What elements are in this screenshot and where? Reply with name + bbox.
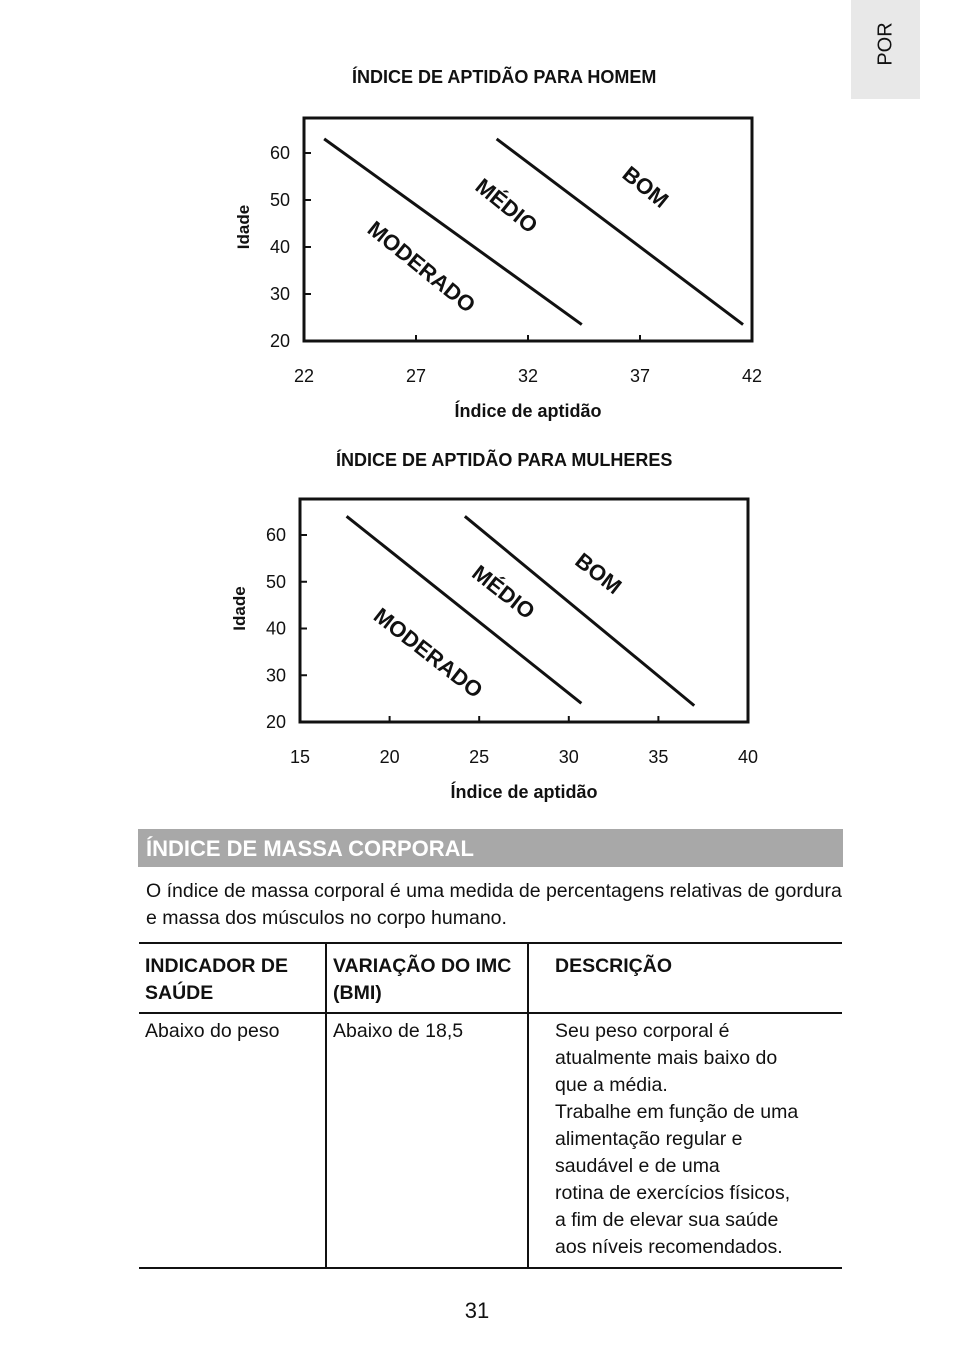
- description-line: a fim de elevar sua saúde: [555, 1209, 779, 1231]
- y-tick-label: 30: [269, 284, 290, 304]
- description-line: saudável e de uma: [555, 1155, 720, 1177]
- table-header-row: [139, 943, 842, 1013]
- zone-label-moderado: MODERADO: [369, 602, 488, 703]
- header-indicator: INDICADOR DE SAÚDE: [139, 943, 326, 1013]
- x-tick-label: 32: [517, 366, 539, 386]
- x-tick-label: 37: [629, 366, 651, 386]
- chart-title-men: ÍNDICE DE APTIDÃO PARA HOMEM: [352, 67, 657, 87]
- cell-indicator: Abaixo do peso: [139, 1013, 326, 1268]
- description-line: Trabalhe em função de uma: [555, 1101, 799, 1123]
- y-tick-label: 20: [269, 331, 290, 351]
- y-tick-label: 60: [269, 143, 290, 163]
- y-tick-label: 40: [265, 618, 286, 639]
- bmi-intro-paragraph: O índice de massa corporal é uma medida de percentagens relativas de gordura e massa dos músculos no corpo humano.: [146, 880, 842, 929]
- cell-range: Abaixo de 18,5: [326, 1013, 528, 1268]
- description-line: aos níveis recomendados.: [555, 1236, 783, 1258]
- x-axis-label: Índice de aptidão: [450, 782, 598, 802]
- description-line: que a média.: [555, 1074, 668, 1096]
- cell-description: [528, 1013, 842, 1268]
- header-range: VARIAÇÃO DO IMC (BMI): [326, 943, 528, 1013]
- chart-title-women: ÍNDICE DE APTIDÃO PARA MULHERES: [336, 450, 673, 470]
- y-axis-label: Idade: [234, 204, 253, 250]
- zone-label-bom: BOM: [617, 161, 674, 213]
- section-header-bmi: [138, 829, 843, 867]
- x-tick-label: 40: [737, 747, 759, 767]
- bmi-table: [139, 942, 842, 1269]
- boundary-line: [465, 516, 694, 705]
- description-line: rotina de exercícios físicos,: [555, 1182, 791, 1204]
- description-line: Seu peso corporal é: [555, 1020, 730, 1042]
- x-axis-label: Índice de aptidão: [454, 401, 602, 421]
- y-tick-label: 50: [269, 190, 290, 210]
- x-tick-label: 15: [289, 747, 311, 767]
- x-tick-label: 42: [741, 366, 763, 386]
- x-tick-label: 25: [469, 747, 490, 767]
- y-tick-label: 20: [265, 712, 286, 732]
- description-line: atualmente mais baixo do: [555, 1047, 778, 1069]
- y-axis-label: Idade: [230, 586, 249, 631]
- y-tick-label: 40: [269, 237, 290, 257]
- y-tick-label: 50: [265, 571, 286, 592]
- page-number: 31: [464, 1298, 490, 1323]
- language-tab-label: POR: [874, 22, 896, 66]
- zone-label-medio: MÉDIO: [467, 560, 540, 625]
- x-tick-label: 35: [648, 747, 669, 767]
- x-tick-label: 27: [405, 366, 427, 386]
- y-tick-label: 60: [265, 525, 286, 545]
- header-description: DESCRIÇÃO: [528, 943, 842, 1013]
- zone-label-moderado: MODERADO: [362, 215, 481, 318]
- y-tick-label: 30: [265, 665, 286, 686]
- section-title: ÍNDICE DE MASSA CORPORAL: [146, 836, 474, 861]
- zone-label-medio: MÉDIO: [470, 173, 543, 239]
- x-tick-label: 20: [379, 747, 400, 767]
- x-tick-label: 22: [293, 366, 315, 386]
- description-line: alimentação regular e: [555, 1128, 743, 1150]
- zone-label-bom: BOM: [570, 547, 627, 600]
- x-tick-label: 30: [558, 747, 579, 767]
- table-row: [139, 1013, 842, 1268]
